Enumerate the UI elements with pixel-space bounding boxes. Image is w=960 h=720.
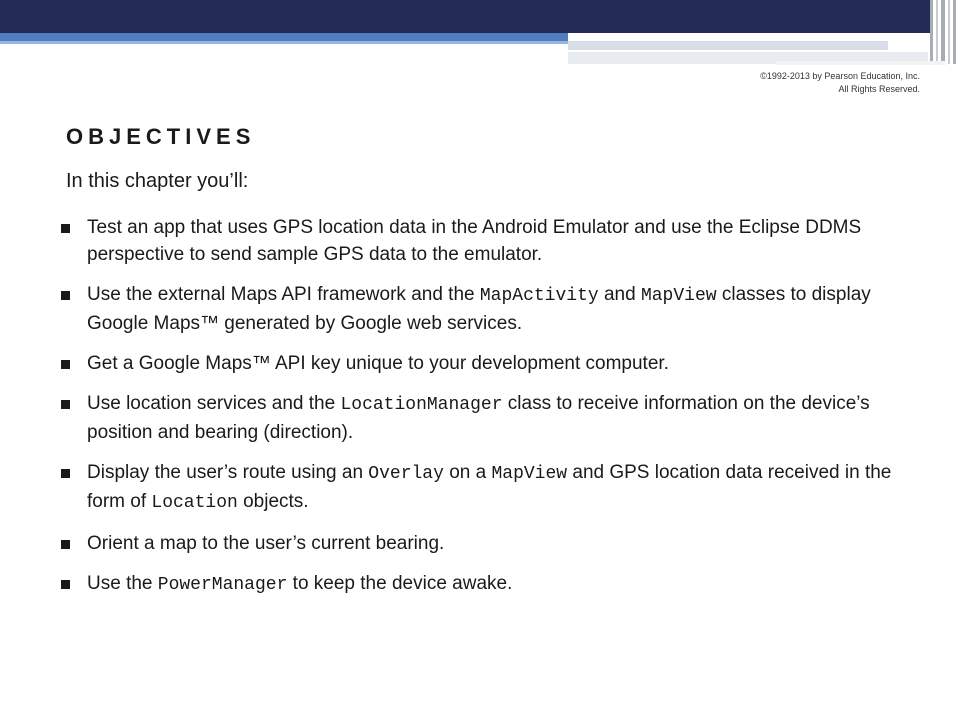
square-bullet-icon	[61, 400, 70, 409]
square-bullet-icon	[61, 224, 70, 233]
objective-text: Display the user’s route using an	[87, 462, 369, 483]
objective-text: on a	[443, 462, 492, 483]
banner-stripe	[930, 0, 933, 64]
banner-navy-bar	[0, 0, 930, 33]
objective-item	[60, 214, 930, 268]
objective-item	[60, 530, 930, 557]
objective-item	[60, 570, 930, 599]
objective-text: to keep the device awake.	[287, 573, 513, 594]
objective-text: and GPS location data received in the form of	[87, 462, 892, 512]
objective-text: Use the external Maps API framework and the	[87, 284, 480, 305]
objective-item	[60, 390, 930, 446]
square-bullet-icon	[61, 291, 70, 300]
square-bullet-icon	[61, 360, 70, 369]
code-identifier: MapView	[491, 464, 568, 484]
square-bullet-icon	[61, 469, 70, 478]
banner-stripe	[948, 0, 950, 64]
banner-stripe	[936, 0, 938, 64]
intro-text: In this chapter you’ll:	[66, 170, 249, 192]
objective-text: Use the	[87, 573, 158, 594]
code-identifier: Location	[151, 493, 238, 513]
objective-text: Test an app that uses GPS location data in the Android Emulator and use the Eclipse DDMS perspective to send sample GPS data to the emulator.	[87, 217, 862, 265]
objective-text: class to receive information on the device’s position and bearing (direction).	[87, 393, 870, 443]
banner-blue-light-bar	[0, 41, 568, 44]
slide-title: OBJECTIVES	[66, 124, 256, 149]
objective-text: Get a Google Maps™ API key unique to your development computer.	[87, 353, 669, 374]
square-bullet-icon	[61, 540, 70, 549]
code-identifier: LocationManager	[340, 395, 503, 415]
objective-text: and	[598, 284, 641, 305]
code-identifier: Overlay	[368, 464, 444, 484]
objective-text: Use location services and the	[87, 393, 341, 414]
banner-blue-bar	[0, 33, 568, 41]
copyright-notice: ©1992-2013 by Pearson Education, Inc. All Rights Reserved.	[760, 71, 920, 94]
banner-corner-box	[776, 61, 946, 65]
square-bullet-icon	[61, 580, 70, 589]
code-identifier: MapActivity	[479, 286, 599, 306]
banner-stripe	[941, 0, 945, 64]
objective-text: classes to display Google Maps™ generated by Google web services.	[87, 284, 871, 334]
objective-text: Orient a map to the user’s current bearing.	[87, 533, 445, 554]
objective-text: objects.	[237, 491, 309, 512]
banner-stripe	[953, 0, 956, 64]
objective-item	[60, 459, 930, 517]
objective-item	[60, 350, 930, 377]
objective-item	[60, 281, 930, 337]
code-identifier: PowerManager	[157, 575, 288, 595]
objectives-list	[60, 214, 930, 612]
code-identifier: MapView	[640, 286, 717, 306]
